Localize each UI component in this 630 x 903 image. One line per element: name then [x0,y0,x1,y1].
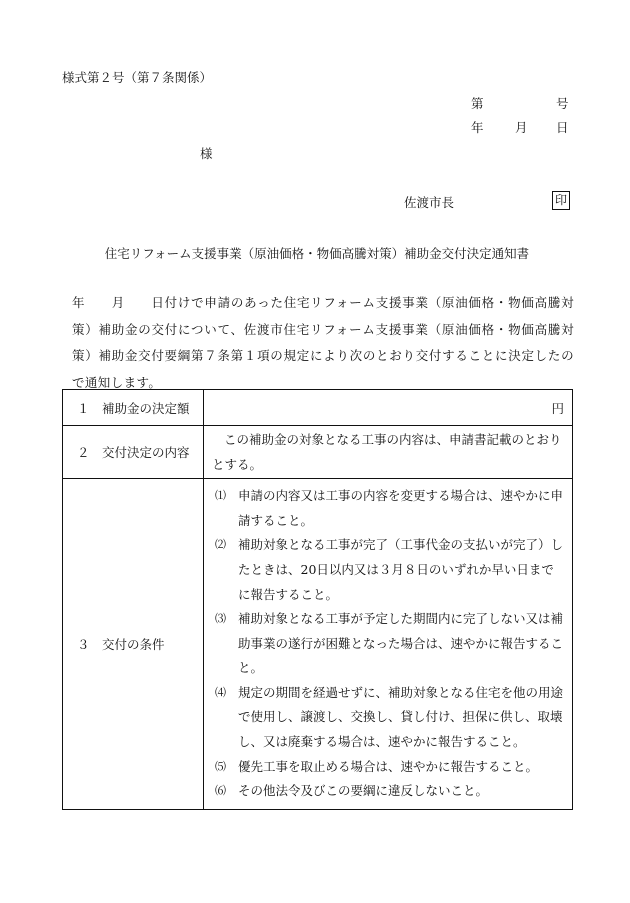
decision-table [62,389,573,810]
condition-number: ⑴ [215,489,226,503]
seal-mark: 印 [552,191,570,210]
addressee: 様 [200,146,213,161]
list-item [212,533,564,607]
condition-text: 補助対象となる工事が完了（工事代金の支払いが完了）したときは、20日以内又は３月８日のいずれか早い日までに報告すること。 [238,537,564,602]
condition-text: 規定の期間を経過せずに、補助対象となる住宅を他の用途で使用し、譲渡し、交換し、貸し付け、担保に供し、取壊し、又は廃棄する場合は、速やかに報告すること。 [238,684,564,750]
row-label: ３ 交付の条件 [63,479,204,810]
list-item [212,779,564,804]
row-label: ２ 交付決定の内容 [63,426,204,479]
condition-text: 優先工事を取止める場合は、速やかに報告すること。 [238,758,539,774]
content-cell: この補助金の対象となる工事の内容は、申請書記載のとおりとする。 [204,426,573,479]
date-day: 日 [556,120,569,135]
list-item [212,755,564,780]
list-item [212,681,564,755]
condition-number: ⑵ [215,538,226,552]
table-row [63,426,573,479]
condition-text: 申請の内容又は工事の内容を変更する場合は、速やかに申請すること。 [238,488,564,528]
conditions-list [212,484,564,804]
number-prefix: 第 [471,96,484,111]
document-number [471,94,569,112]
list-item [212,607,564,681]
table-row [63,479,573,810]
form-number: 様式第２号（第７条関係） [62,70,213,85]
condition-number: ⑷ [215,685,226,699]
list-item [212,484,564,533]
condition-text: 補助対象となる工事が予定した期間内に完了しない又は補助事業の遂行が困難となった場合は、速やかに報告すること。 [238,611,564,676]
body-paragraph: 年 月 日付けで申請のあった住宅リフォーム支援事業（原油価格・物価高騰対策）補助金の交付について、佐渡市住宅リフォーム支援事業（原油価格・物価高騰対策）補助金交付要綱第７条第１項の規定により次のとおり交付することに決定したので通知します。 [72,295,574,390]
amount-cell: 円 [204,390,573,426]
number-suffix: 号 [556,96,569,111]
date-month: 月 [515,120,528,135]
condition-number: ⑸ [215,759,226,773]
document-title: 住宅リフォーム支援事業（原油価格・物価高騰対策）補助金交付決定通知書 [104,246,530,261]
issuer: 佐渡市長 [404,195,455,210]
row-label: １ 補助金の決定額 [63,390,204,426]
condition-number: ⑶ [215,612,226,626]
condition-number: ⑹ [215,784,226,798]
date-year: 年 [471,120,484,135]
condition-text: その他法令及びこの要綱に違反しないこと。 [238,783,489,799]
table-row [63,390,573,426]
conditions-cell [204,479,573,810]
